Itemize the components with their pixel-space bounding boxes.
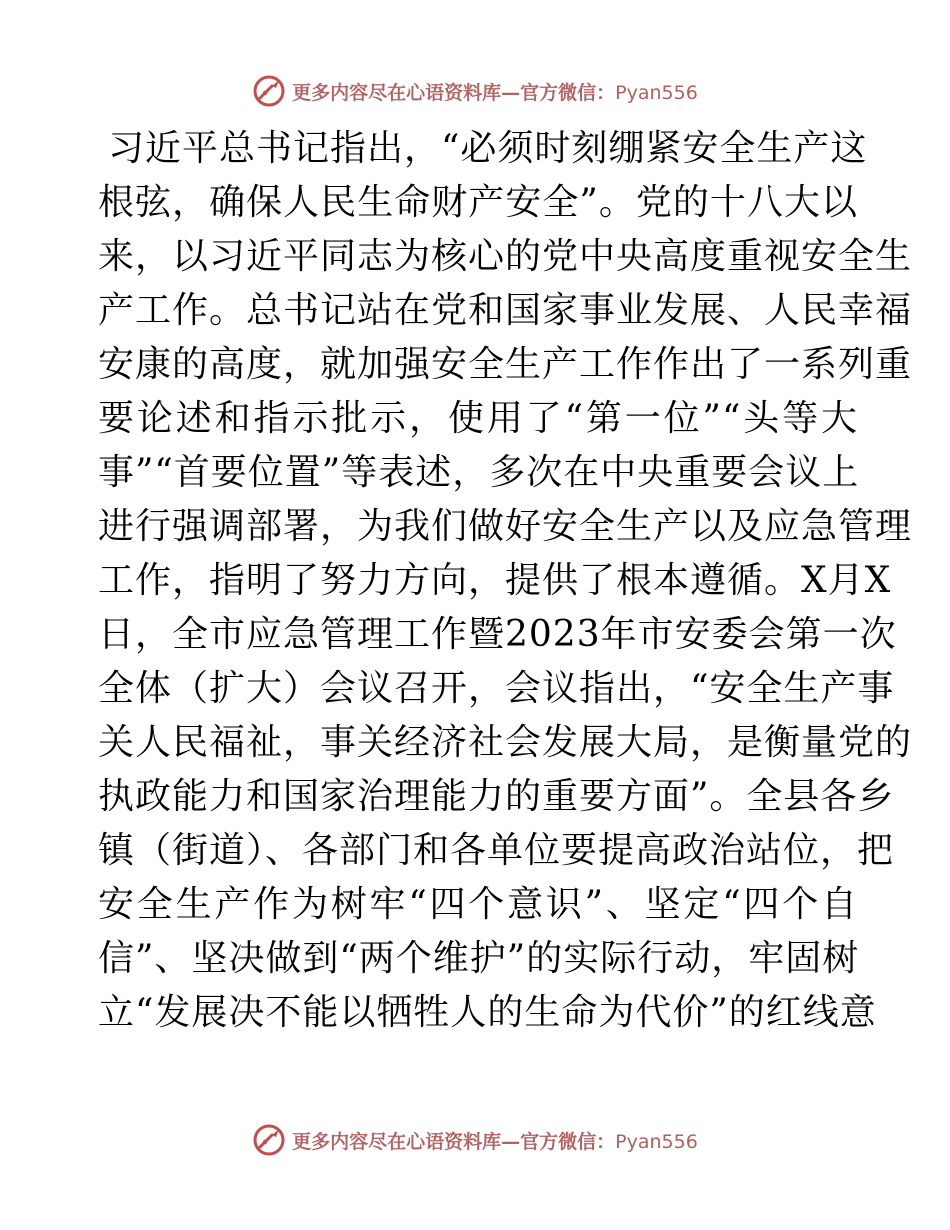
- body-line: 事”“首要位置”等表述，多次在中央重要会议上: [98, 452, 860, 493]
- body-line: 执政能力和国家治理能力的重要方面”。全县各乡: [98, 776, 895, 817]
- header-banner-wechat-id: Pyan556: [615, 81, 698, 104]
- body-line: 全体（扩大）会议召开，会议指出，“安全生产事: [98, 668, 895, 709]
- header-banner: [0, 69, 950, 113]
- header-banner-text: [292, 78, 698, 105]
- body-line: 立“发展决不能以牺牲人的生命为代价”的红线意: [98, 992, 877, 1033]
- footer-banner: [0, 1118, 950, 1162]
- header-banner-text-cn: 更多内容尽在心语资料库—官方微信：: [292, 81, 616, 104]
- brand-logo-icon: [252, 74, 286, 108]
- body-line: 安康的高度，就加强安全生产工作作出了一系列重: [98, 344, 913, 385]
- body-line: 工作，指明了努力方向，提供了根本遵循。X月X: [98, 560, 892, 601]
- document-body: [98, 122, 913, 1040]
- body-line: 关人民福祉，事关经济社会发展大局，是衡量党的: [98, 722, 913, 763]
- footer-banner-text: [292, 1127, 698, 1154]
- body-line: 进行强调部署，为我们做好安全生产以及应急管理: [98, 506, 913, 547]
- body-line: 信”、坚决做到“两个维护”的实际行动，牢固树: [98, 938, 860, 979]
- brand-logo-icon: [252, 1123, 286, 1157]
- body-line: 产工作。总书记站在党和国家事业发展、人民幸福: [98, 290, 913, 331]
- body-line: 日，全市应急管理工作暨2023年市安委会第一次: [98, 614, 897, 655]
- body-line: 根弦，确保人民生命财产安全”。党的十八大以: [98, 182, 858, 223]
- footer-banner-text-cn: 更多内容尽在心语资料库—官方微信：: [292, 1130, 616, 1153]
- body-line: 习近平总书记指出，“必须时刻绷紧安全生产这: [108, 128, 868, 169]
- footer-banner-wechat-id: Pyan556: [615, 1130, 698, 1153]
- body-line: 要论述和指示批示，使用了“第一位”“头等大: [98, 398, 858, 439]
- body-line: 镇（街道）、各部门和各单位要提高政治站位，把: [98, 830, 895, 871]
- body-line: 来，以习近平同志为核心的党中央高度重视安全生: [98, 236, 913, 277]
- body-line: 安全生产作为树牢“四个意识”、坚定“四个自: [98, 884, 858, 925]
